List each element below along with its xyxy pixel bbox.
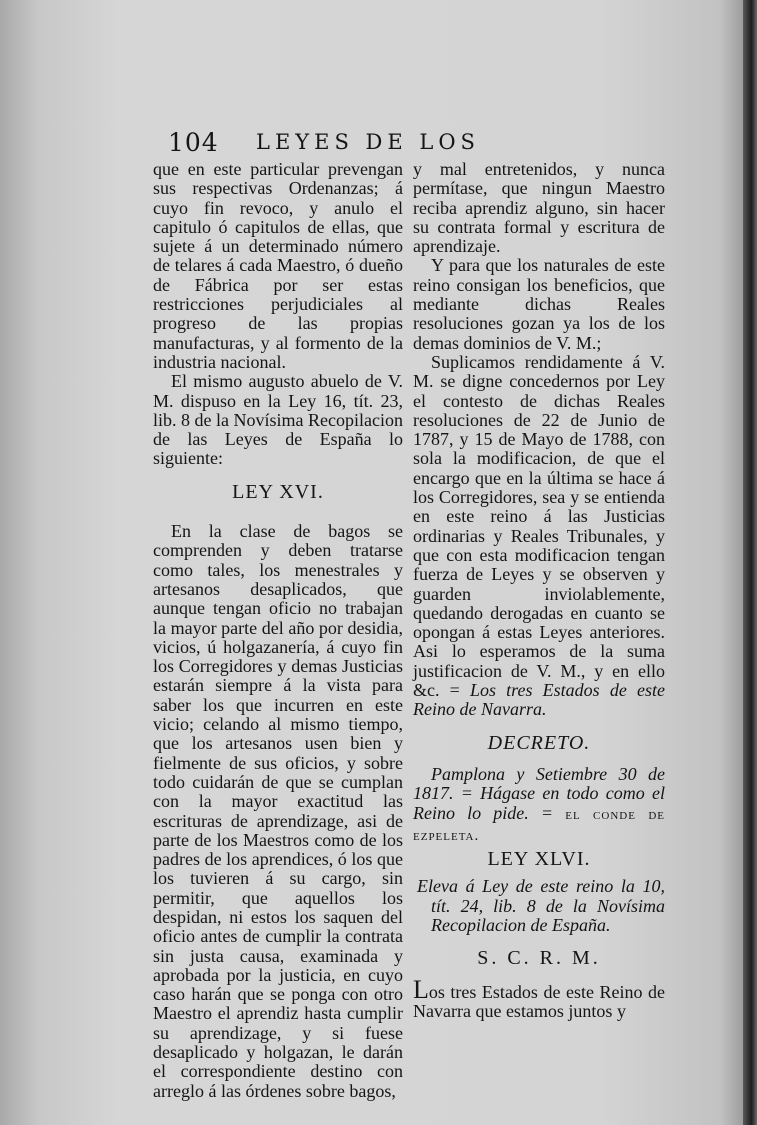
left-column xyxy=(153,160,403,1101)
supplication-text: Suplicamos rendidamente á V. M. se digne concedernos por Ley el contesto de dichas Reales resoluciones de 22 de Junio de 1787, y 15 de Mayo de 1788, con sola la modificacion, de que el encargo que en la última se hace á los Corregidores, sea y se entienda en este reino á las Justicias ordinarias y Reales Tribunales, y que con esta modificacion tengan fuerza de Leyes y se observen y guarden inviolablemente, quedando derogadas en cuanto se opongan á estas Leyes anteriores. Asi lo esperamos de la suma justificacion de V. M., y en ello &c. = xyxy=(413,351,665,701)
page-edge-shadow xyxy=(743,0,757,1125)
final-paragraph xyxy=(413,974,665,1022)
left-paragraph-3: En la clase de bagos se comprenden y deben tratarse como tales, los menestrales y artesanos desaplicados, que aunque tengan oficio no trabajan la mayor parte del año por desidia, vicios, ú holgazanería, á cuyo fin los Corregidores y demas Justicias estarán siempre á la vista para saber los que incurren en este vicio; celando al mismo tiempo, que los artesanos usen bien y fielmente de sus oficios, y sobre todo cuidarán de que se cumplan con la mayor exactitud las escrituras de aprendizage, asi de parte de los Maestros como de los padres de los aprendices, ó los que los tuvieren á su cargo, sin permitir, que aquellos los despidan, ni estos los saquen del oficio antes de cumplir la contrata sin justa causa, examinada y aprobada por la justicia, en cuyo caso harán que se ponga con otro Maestro el aprendiz hasta cumplir su aprendizage, y si fuese desaplicado y holgazan, le darán el correspondiente destino con arreglo á las órdenes sobre bagos, xyxy=(153,521,403,1101)
scrm-heading: S. C. R. M. xyxy=(477,947,601,970)
right-paragraph-3 xyxy=(413,353,665,720)
page-header xyxy=(168,128,668,158)
drop-cap: L xyxy=(413,974,429,1004)
ley-xvi-heading: LEY XVI. xyxy=(232,480,324,503)
ley-xlvi-subtitle: Eleva á Ley de este reino la 10, tít. 24, lib. 8 de la Novísima Recopilacion de España. xyxy=(417,876,665,935)
ley-xlvi-heading: LEY XLVI. xyxy=(487,848,591,871)
final-text: os tres Estados de este Reino de Navarra que estamos juntos y xyxy=(413,981,665,1021)
left-paragraph-2: El mismo augusto abuelo de V. M. dispuso en la Ley 16, tít. 23, lib. 8 de la Novísima Recopilacion de las Leyes de España lo siguiente: xyxy=(153,371,403,469)
estados-signature: Los tres Estados de este Reino de Navarra. xyxy=(413,680,665,720)
right-column xyxy=(413,160,665,1021)
left-paragraph-1: que en este particular prevengan sus respectivas Ordenanzas; á cuyo fin revoco, y anulo el capitulo ó capitulos de ellas, que sujete á un determinado número de telares á cada Maestro, ó dueño de Fábrica por ser estas restricciones perjudiciales al progreso de las propias manufacturas, y al formento de la industria nacional. xyxy=(153,159,403,372)
right-paragraph-2: Y para que los naturales de este reino consigan los beneficios, que mediante dichas Reales resoluciones gozan ya los de los demas dominios de V. M.; xyxy=(413,255,665,353)
page-number: 104 xyxy=(168,128,219,157)
decreto-heading: DECRETO. xyxy=(487,731,591,754)
running-title: LEYES DE LOS xyxy=(256,130,480,154)
decreto-text: Pamplona y Setiembre 30 de 1817. = Hágase en todo como el Reino lo pide. = xyxy=(413,763,665,823)
decreto-paragraph xyxy=(413,765,665,846)
decreto-signature: el conde de ezpeleta. xyxy=(413,806,665,844)
right-paragraph-1: y mal entretenidos, y nunca permítase, que ningun Maestro reciba aprendiz alguno, sin hacer su contrata formal y escritura de aprendizaje. xyxy=(413,159,665,257)
